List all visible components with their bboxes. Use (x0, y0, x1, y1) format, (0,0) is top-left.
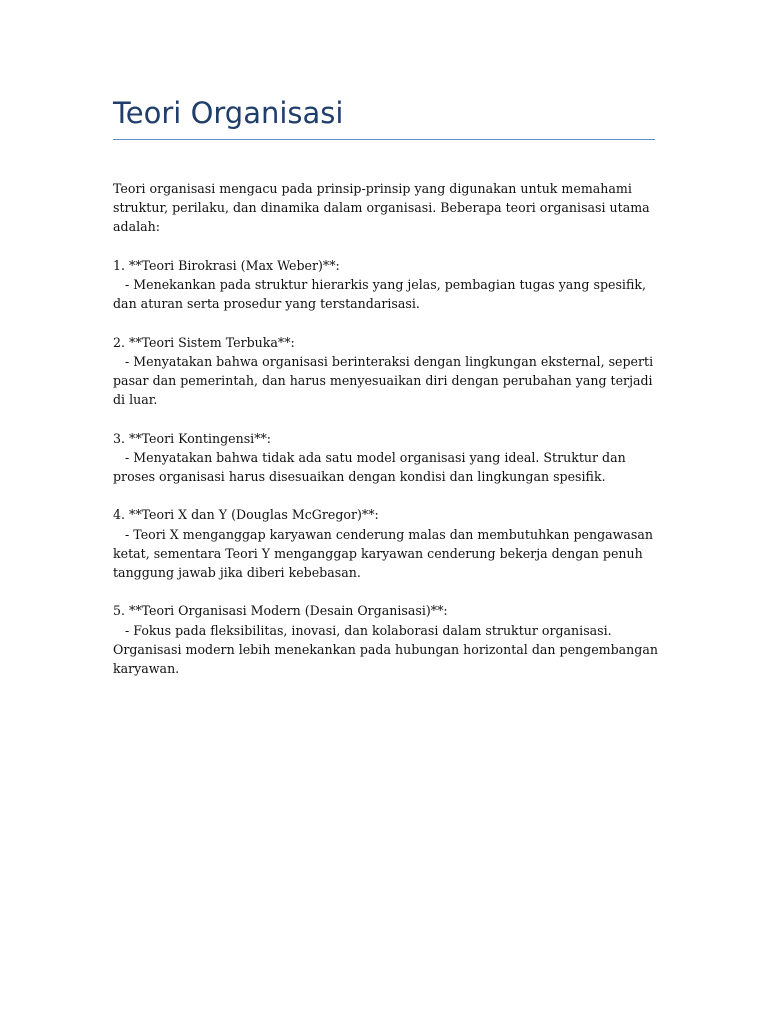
list-item-heading: 3. **Teori Kontingensi**: (113, 430, 272, 446)
list-item-heading: 5. **Teori Organisasi Modern (Desain Organisasi)**: (113, 603, 448, 619)
list-item-description (113, 621, 658, 679)
list-item-description-text: - Menyatakan bahwa tidak ada satu model organisasi yang ideal. Struktur dan proses organisasi harus disesuaikan dengan kondisi dan lingkungan spesifik. (113, 449, 626, 484)
title-underline-divider (113, 139, 655, 140)
document-title: Teori Organisasi (113, 96, 344, 130)
list-item-description (113, 448, 658, 486)
list-item (113, 601, 658, 678)
list-item-description-text: - Menekankan pada struktur hierarkis yang jelas, pembagian tugas yang spesifik, dan aturan serta prosedur yang terstandarisasi. (113, 277, 646, 312)
list-item-heading: 4. **Teori X dan Y (Douglas McGregor)**: (113, 507, 379, 523)
list-item-description (113, 525, 658, 583)
list-item-heading: 1. **Teori Birokrasi (Max Weber)**: (113, 257, 340, 273)
list-item-description (113, 275, 658, 313)
document-body (113, 179, 658, 697)
list-item-description (113, 352, 658, 410)
list-item (113, 505, 658, 582)
list-item (113, 256, 658, 314)
list-item (113, 429, 658, 487)
list-item-heading: 2. **Teori Sistem Terbuka**: (113, 334, 295, 350)
list-item-description-text: - Menyatakan bahwa organisasi berinteraksi dengan lingkungan eksternal, seperti pasar dan pemerintah, dan harus menyesuaikan diri dengan perubahan yang terjadi di luar. (113, 353, 654, 408)
list-item (113, 333, 658, 410)
list-item-description-text: - Teori X menganggap karyawan cenderung malas dan membutuhkan pengawasan ketat, sementara Teori Y menganggap karyawan cenderung bekerja dengan penuh tanggung jawab jika diberi kebebasan. (113, 526, 654, 580)
intro-paragraph: Teori organisasi mengacu pada prinsip-prinsip yang digunakan untuk memahami struktur, perilaku, dan dinamika dalam organisasi. Beberapa teori organisasi utama adalah: (113, 181, 650, 235)
list-item-description-text: - Fokus pada fleksibilitas, inovasi, dan kolaborasi dalam struktur organisasi. Organisasi modern lebih menekankan pada hubungan horizontal dan pengembangan karyawan. (113, 622, 658, 676)
